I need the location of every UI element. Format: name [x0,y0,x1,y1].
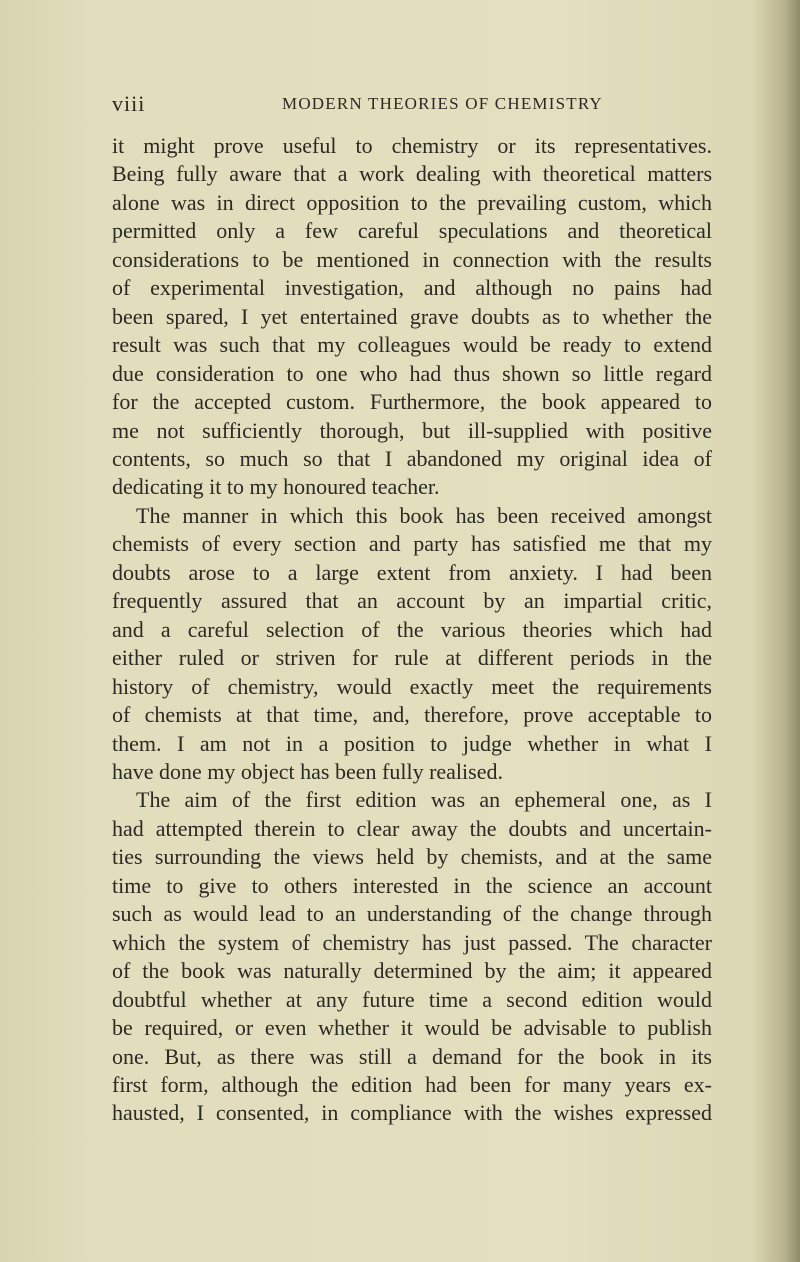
text-line: which the system of chemistry has just passed. The character [112,929,712,955]
text-line: one. But, as there was still a demand for the book in its [112,1043,712,1069]
text-line: history of chemistry, would exactly meet the requirements [112,673,712,699]
text-line: of experimental investigation, and although no pains had [112,275,712,301]
page-number: viii [112,91,146,116]
running-head: MODERN THEORIES OF CHEMISTRY [282,94,603,113]
text-line: ties surrounding the views held by chemists, and at the same [112,844,712,870]
text-line: considerations to be mentioned in connection with the results [112,246,712,272]
text-line: time to give to others interested in the science an account [112,872,712,898]
text-line: Being fully aware that a work dealing with theoretical matters [112,161,712,187]
text-line: me not sufficiently thorough, but ill-supplied with positive [112,417,712,443]
text-line: frequently assured that an account by an impartial critic, [112,588,712,614]
text-line: either ruled or striven for rule at different periods in the [112,645,712,671]
text-line: hausted, I consented, in compliance with the wishes expressed [112,1100,712,1126]
text-line: such as would lead to an understanding of the change through [112,901,712,927]
body-text [112,132,712,1128]
text-line: for the accepted custom. Furthermore, the book appeared to [112,389,712,415]
text-line: result was such that my colleagues would be ready to extend [112,332,712,358]
text-line: be required, or even whether it would be advisable to publish [112,1015,712,1041]
page-header [112,92,712,116]
text-line: have done my object has been fully realised. [112,758,503,784]
text-line: and a careful selection of the various theories which had [112,616,712,642]
text-line: chemists of every section and party has satisfied me that my [112,531,712,557]
text-line: of chemists at that time, and, therefore, prove acceptable to [112,702,712,728]
text-line: first form, although the edition had been for many years ex- [112,1071,712,1097]
text-line: of the book was naturally determined by the aim; it appeared [112,958,712,984]
text-line: had attempted therein to clear away the doubts and uncertain- [112,815,712,841]
text-line: it might prove useful to chemistry or its representatives. [112,133,712,158]
text-line: doubtful whether at any future time a second edition would [112,986,712,1012]
text-line: been spared, I yet entertained grave doubts as to whether the [112,303,712,329]
text-line: The aim of the first edition was an ephemeral one, as I [136,787,712,813]
text-line: doubts arose to a large extent from anxiety. I had been [112,559,712,585]
text-line: contents, so much so that I abandoned my original idea of [112,445,712,471]
text-line: permitted only a few careful speculations and theoretical [112,218,712,244]
text-line: alone was in direct opposition to the prevailing custom, which [112,189,712,215]
text-line: dedicating it to my honoured teacher. [112,474,440,500]
text-line: due consideration to one who had thus shown so little regard [112,360,712,386]
text-line: The manner in which this book has been received amongst [136,502,712,528]
text-line: them. I am not in a position to judge whether in what I [112,730,712,756]
